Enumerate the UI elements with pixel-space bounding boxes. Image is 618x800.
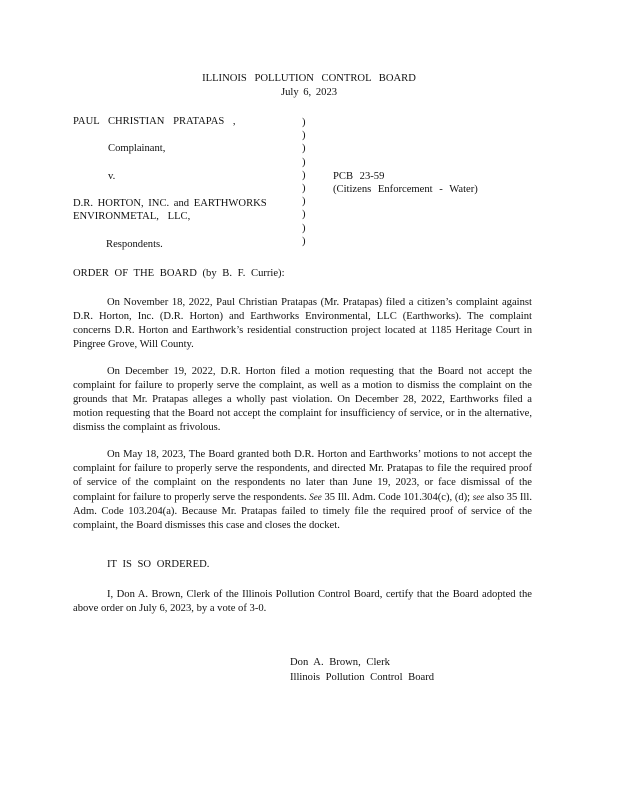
order-date: July 6, 2023: [280, 87, 338, 98]
certification-text: I, Don A. Brown, Clerk of the Illinois Pollution Control Board, certify that the Board adopted the above order on July 6, 2023, by a vote of 3-0.: [73, 589, 532, 614]
caption-paren: ): [302, 117, 306, 128]
paragraph-certification: [73, 588, 532, 616]
respondent-line-1: D.R. HORTON, INC. and EARTHWORKS: [73, 198, 267, 209]
respondent-role: Respondents.: [106, 239, 163, 250]
caption-paren: ): [302, 196, 306, 208]
paragraph-ruling-text-b: 35 Ill. Adm. Code 101.304(c), (d);: [324, 492, 471, 503]
signature-agency: Illinois Pollution Control Board: [290, 672, 435, 683]
case-number: PCB 23-59: [333, 171, 385, 182]
paragraph-motions: [73, 365, 532, 435]
agency-title: ILLINOIS POLLUTION CONTROL BOARD: [202, 73, 416, 84]
citation-signal-see: see: [472, 492, 485, 502]
caption-paren: ): [302, 143, 306, 155]
respondent-line-2: ENVIRONMETAL, LLC,: [73, 211, 191, 222]
paragraph-ruling-text-a: On May 18, 2023, The Board granted both D.R. Horton and Earthworks’ motions to not accept the complaint for failure to properly serve the respondents, and directed Mr. Pratapas to file the required proof of service of the complaint on the respondents no later than June 19, 2023, or face dismissal of the complaint for failure to properly serve the respondents.: [73, 449, 532, 503]
complainant-name: PAUL CHRISTIAN PRATAPAS ,: [73, 116, 236, 127]
signature-name: Don A. Brown, Clerk: [290, 657, 390, 668]
caption-paren: ): [302, 222, 306, 234]
so-ordered: IT IS SO ORDERED.: [107, 559, 210, 570]
order-heading: ORDER OF THE BOARD (by B. F. Currie):: [73, 268, 285, 279]
versus-label: v.: [108, 171, 116, 182]
caption-paren: ): [302, 130, 306, 142]
caption-paren: ): [302, 183, 306, 195]
caption-paren: ): [302, 209, 306, 221]
paragraph-ruling: [73, 448, 532, 533]
caption-paren: ): [302, 235, 306, 247]
caption-parentheses: [302, 116, 306, 248]
case-type: (Citizens Enforcement - Water): [333, 184, 478, 195]
paragraph-ruling-text-c: also 35 Ill. Adm. Code 103.204(a). Because Mr. Pratapas failed to timely file the required proof of service of the complaint, the Board dismisses this case and closes the docket.: [73, 492, 532, 531]
paragraph-filing-text: On November 18, 2022, Paul Christian Pratapas (Mr. Pratapas) filed a citizen’s complaint against D.R. Horton, Inc. (D.R. Horton) and Earthworks Environmental, LLC (Earthworks). The complaint concerns D.R. Horton and Earthwork’s residential construction project located at 1185 Heritage Court in Pingree Grove, Will County.: [73, 297, 532, 350]
citation-signal-see: See: [309, 492, 322, 502]
paragraph-filing: [73, 296, 532, 352]
paragraph-motions-text: On December 19, 2022, D.R. Horton filed a motion requesting that the Board not accept the complaint for failure to properly serve the complaint, as well as a motion to dismiss the complaint on the grounds that Mr. Pratapas alleges a wholly past violation. On December 28, 2022, Earthworks filed a motion requesting that the Board not accept the complaint for insufficiency of service, or in the alternative, dismiss the complaint as frivolous.: [73, 366, 532, 433]
caption-paren: ): [302, 169, 306, 181]
complainant-role: Complainant,: [108, 143, 166, 154]
caption-paren: ): [302, 156, 306, 168]
